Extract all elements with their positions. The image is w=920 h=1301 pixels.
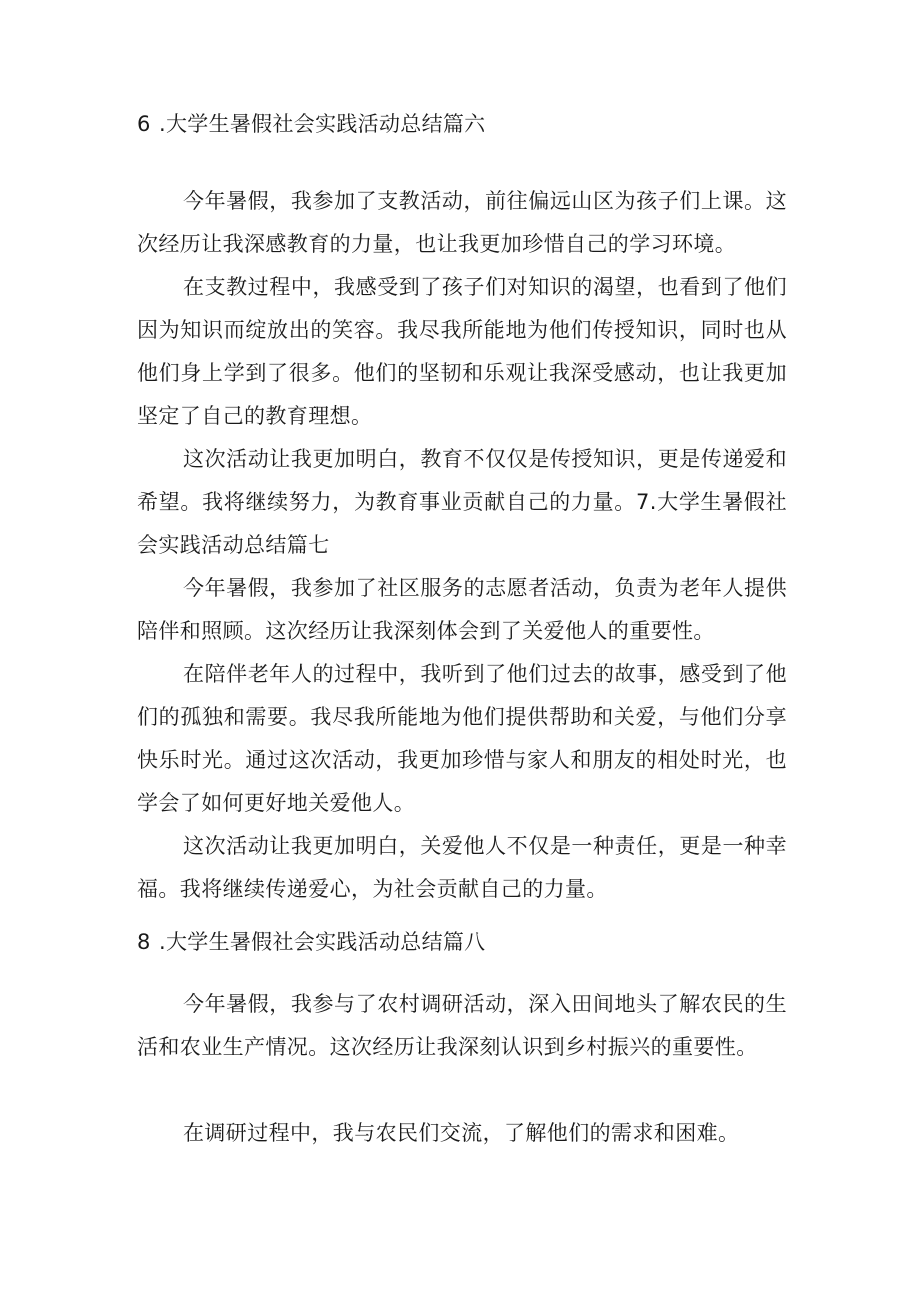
paragraph: 这次活动让我更加明白，关爱他人不仅是一种责任，更是一种幸福。我将继续传递爱心，为社会贡献自己的力量。: [137, 834, 787, 901]
paragraph: 今年暑假，我参加了支教活动，前往偏远山区为孩子们上课。这次经历让我深感教育的力量，也让我更加珍惜自己的学习环境。: [137, 189, 787, 256]
paragraph: 在陪伴老年人的过程中，我听到了他们过去的故事，感受到了他们的孤独和需要。我尽我所能地为他们提供帮助和关爱，与他们分享快乐时光。通过这次活动，我更加珍惜与家人和朋友的相处时光，也学会了如何更好地关爱他人。: [137, 662, 787, 815]
paragraph: 在支教过程中，我感受到了孩子们对知识的渴望，也看到了他们因为知识而绽放出的笑容。我尽我所能地为他们传授知识，同时也从他们身上学到了很多。他们的坚韧和乐观让我深受感动，也让我更加坚定了自己的教育理想。: [137, 275, 787, 428]
paragraph: 这次活动让我更加明白，教育不仅仅是传授知识，更是传递爱和希望。我将继续努力，为教育事业贡献自己的力量。7.大学生暑假社会实践活动总结篇七: [137, 447, 787, 557]
heading-text: .大学生暑假社会实践活动总结篇八: [159, 930, 486, 954]
paragraph: 在调研过程中，我与农民们交流，了解他们的需求和困难。: [183, 1121, 740, 1145]
section-heading-8: [137, 927, 485, 957]
heading-number: 8: [137, 930, 151, 954]
section-heading-6: [137, 109, 485, 139]
heading-number: 6: [137, 112, 151, 136]
heading-text: .大学生暑假社会实践活动总结篇六: [159, 112, 486, 136]
paragraph: 今年暑假，我参加了社区服务的志愿者活动，负责为老年人提供陪伴和照顾。这次经历让我深刻体会到了关爱他人的重要性。: [137, 576, 787, 643]
paragraph: 今年暑假，我参与了农村调研活动，深入田间地头了解农民的生活和农业生产情况。这次经历让我深刻认识到乡村振兴的重要性。: [137, 992, 787, 1059]
